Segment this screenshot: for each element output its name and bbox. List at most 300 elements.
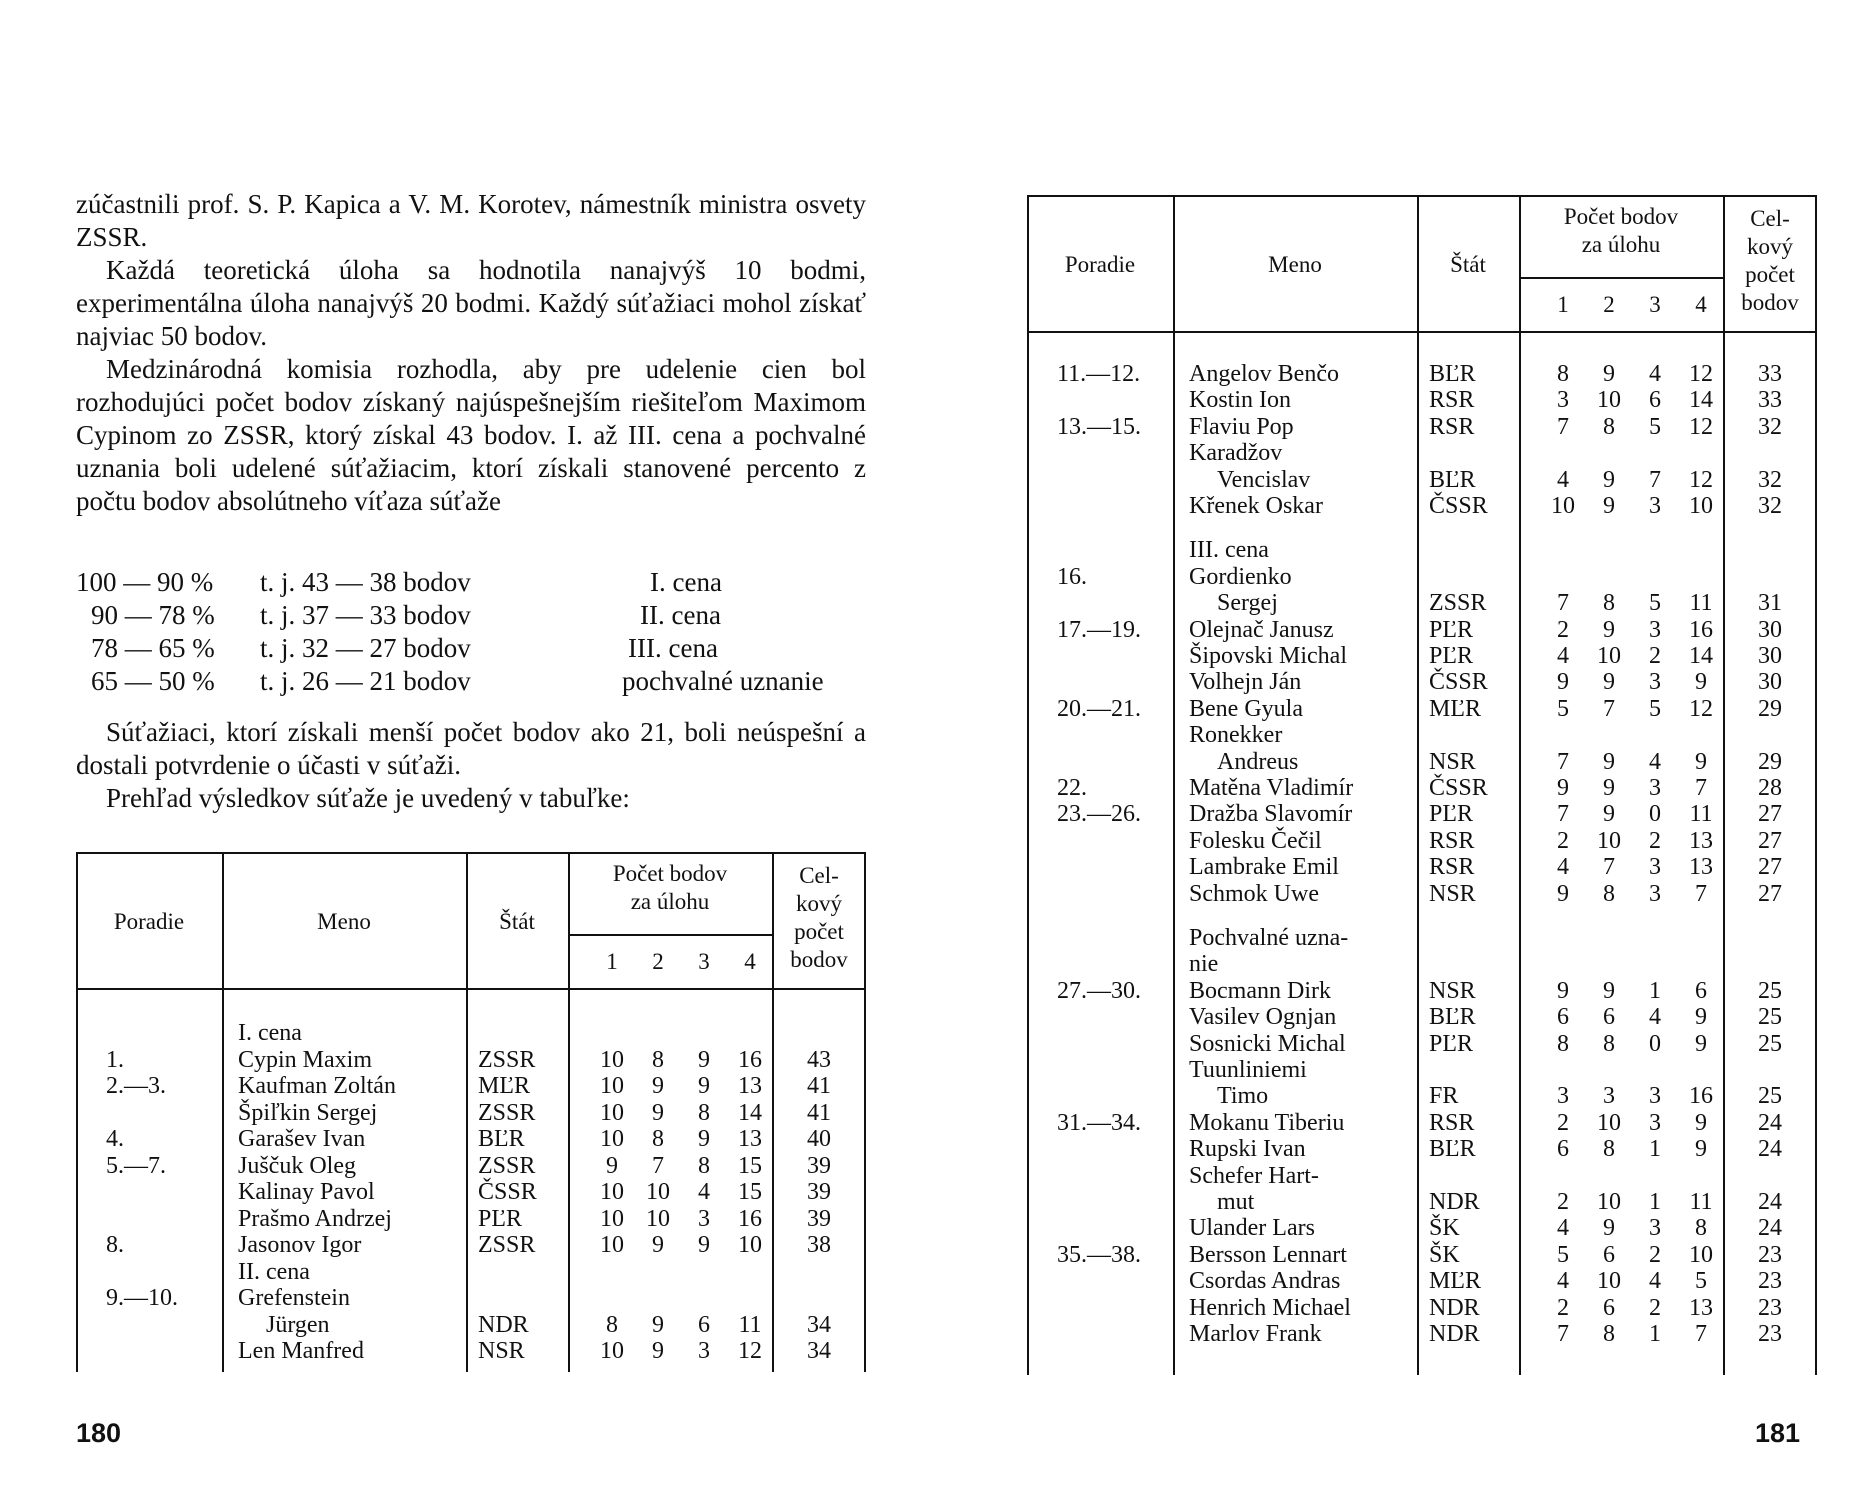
header-total-l4: bodov <box>1741 290 1799 315</box>
row-total: 27 <box>1758 854 1782 881</box>
row-task-points: 4 <box>1557 466 1569 493</box>
row-state: BĽR <box>1429 466 1476 493</box>
row-task-points: 9 <box>1557 977 1569 1004</box>
row-name: Jasonov Igor <box>238 1232 362 1258</box>
row-task-points: 10 <box>646 1205 670 1232</box>
table-row <box>1027 978 1817 1004</box>
row-task-points: 0 <box>1649 1030 1661 1057</box>
row-task-points: 10 <box>600 1232 624 1258</box>
table-row <box>76 1232 866 1258</box>
table-header-rule <box>76 988 866 990</box>
row-task-points: 9 <box>1695 1004 1707 1031</box>
row-name: Gordienko <box>1189 563 1292 590</box>
row-task-points: 13 <box>738 1073 762 1099</box>
header-task-4: 4 <box>744 949 756 974</box>
row-state: ČSSR <box>1429 775 1488 801</box>
row-name: I. cena <box>238 1020 302 1046</box>
score-percent: 78 — 65 % <box>91 633 215 663</box>
row-task-points: 9 <box>1603 361 1615 387</box>
row-task-points: 8 <box>1557 361 1569 387</box>
row-task-points: 16 <box>738 1205 762 1232</box>
header-task-1: 1 <box>1557 292 1569 317</box>
row-task-points: 13 <box>738 1126 762 1152</box>
row-name: Dražba Slavomír <box>1189 801 1353 828</box>
table-row <box>1027 564 1817 590</box>
row-task-points: 2 <box>1557 1109 1569 1136</box>
row-task-points: 16 <box>738 1046 762 1073</box>
paragraph-5: Prehľad výsledkov súťaže je uvedený v tabuľke: <box>106 783 630 813</box>
row-name: Mokanu Tiberiu <box>1189 1109 1345 1136</box>
row-name: Prašmo Andrzej <box>238 1205 392 1232</box>
row-total: 33 <box>1758 361 1782 387</box>
row-task-points: 13 <box>1689 827 1713 854</box>
row-name: Kalinay Pavol <box>238 1179 375 1205</box>
row-state: RSR <box>1429 1109 1475 1136</box>
row-state: ŠK <box>1429 1241 1460 1268</box>
row-total: 41 <box>807 1099 831 1126</box>
row-task-points: 9 <box>1695 1136 1707 1163</box>
row-task-points: 8 <box>606 1311 618 1338</box>
table-row <box>1027 493 1817 519</box>
row-name: Lambrake Emil <box>1189 854 1339 881</box>
row-name: Bersson Lennart <box>1189 1241 1347 1268</box>
paragraph-1: zúčastnili prof. S. P. Kapica a V. M. Korotev, námestník ministra osvety ZSSR. <box>76 189 866 252</box>
table-row <box>76 1338 866 1364</box>
row-total: 34 <box>807 1338 831 1364</box>
table-row <box>1027 881 1817 907</box>
row-task-points: 9 <box>1603 669 1615 696</box>
paragraph-4: Súťažiaci, ktorí získali menší počet bodov ako 21, boli neúspešní a dostali potvrdenie o účasti v súťaži. <box>76 717 866 780</box>
header-rank: Poradie <box>113 909 185 934</box>
table-row <box>1027 1189 1817 1215</box>
row-task-points: 9 <box>698 1232 710 1258</box>
row-task-points: 2 <box>1649 827 1661 854</box>
row-task-points: 10 <box>600 1126 624 1152</box>
header-task-2: 2 <box>1603 292 1615 317</box>
row-task-points: 10 <box>738 1232 762 1258</box>
row-rank: 22. <box>1057 775 1087 801</box>
row-task-points: 12 <box>738 1338 762 1364</box>
row-task-points: 4 <box>1557 854 1569 881</box>
row-rank: 8. <box>106 1232 124 1258</box>
table-row <box>76 1020 866 1046</box>
row-task-points: 8 <box>698 1152 710 1179</box>
row-task-points: 8 <box>1603 1136 1615 1163</box>
row-rank: 16. <box>1057 563 1087 590</box>
row-total: 43 <box>807 1046 831 1073</box>
table-row <box>76 1206 866 1232</box>
row-total: 27 <box>1758 827 1782 854</box>
row-task-points: 7 <box>1603 695 1615 722</box>
row-task-points: 6 <box>1695 977 1707 1004</box>
table-row <box>1027 854 1817 880</box>
row-task-points: 10 <box>1597 1189 1621 1215</box>
row-task-points: 9 <box>1695 1030 1707 1057</box>
row-task-points: 5 <box>1649 413 1661 440</box>
row-state: BĽR <box>1429 1136 1476 1163</box>
row-task-points: 11 <box>1689 590 1713 617</box>
row-task-points: 5 <box>1695 1268 1707 1295</box>
row-task-points: 9 <box>1603 493 1615 519</box>
row-task-points: 10 <box>600 1179 624 1205</box>
row-task-points: 10 <box>646 1179 670 1205</box>
row-state: NDR <box>1429 1189 1480 1215</box>
row-task-points: 4 <box>1557 1268 1569 1295</box>
table-row <box>76 1073 866 1099</box>
row-state: PĽR <box>478 1205 523 1232</box>
table-row <box>1027 669 1817 695</box>
row-task-points: 2 <box>1557 1294 1569 1321</box>
row-total: 24 <box>1758 1215 1782 1242</box>
row-name: Jürgen <box>266 1311 330 1338</box>
row-task-points: 4 <box>1649 1268 1661 1295</box>
table-row <box>1027 1295 1817 1321</box>
table-row <box>1027 722 1817 748</box>
table-row <box>76 1259 866 1285</box>
row-task-points: 4 <box>1557 643 1569 669</box>
row-task-points: 2 <box>1649 643 1661 669</box>
row-task-points: 10 <box>1551 493 1575 519</box>
row-task-points: 2 <box>1649 1294 1661 1321</box>
row-task-points: 15 <box>738 1179 762 1205</box>
row-total: 27 <box>1758 801 1782 828</box>
row-task-points: 7 <box>1557 590 1569 617</box>
row-total: 32 <box>1758 466 1782 493</box>
row-total: 32 <box>1758 413 1782 440</box>
row-total: 39 <box>807 1179 831 1205</box>
table-row <box>76 1100 866 1126</box>
row-task-points: 3 <box>1649 854 1661 881</box>
row-name: Sosnicki Michal <box>1189 1030 1346 1057</box>
row-task-points: 10 <box>600 1046 624 1073</box>
row-rank: 1. <box>106 1046 124 1073</box>
row-task-points: 9 <box>1557 775 1569 801</box>
row-task-points: 2 <box>1557 616 1569 643</box>
row-task-points: 3 <box>1649 1215 1661 1242</box>
row-state: MĽR <box>1429 1268 1482 1295</box>
row-name: Vencislav <box>1217 466 1311 493</box>
row-task-points: 7 <box>1557 1321 1569 1347</box>
row-name: Karadžov <box>1189 440 1283 467</box>
row-name: Flaviu Pop <box>1189 413 1294 440</box>
row-task-points: 3 <box>1649 880 1661 907</box>
table-row <box>1027 643 1817 669</box>
table-header-rule <box>1027 331 1817 333</box>
row-task-points: 16 <box>1689 1083 1713 1110</box>
row-total: 29 <box>1758 748 1782 775</box>
table-row <box>1027 1215 1817 1241</box>
row-total: 39 <box>807 1205 831 1232</box>
row-name: Andreus <box>1217 748 1299 775</box>
row-task-points: 3 <box>698 1205 710 1232</box>
row-task-points: 2 <box>1649 1241 1661 1268</box>
row-task-points: 9 <box>1603 466 1615 493</box>
row-task-points: 12 <box>1689 361 1713 387</box>
row-name: Kostin Ion <box>1189 387 1291 414</box>
row-task-points: 14 <box>738 1099 762 1126</box>
row-task-points: 0 <box>1649 801 1661 828</box>
row-task-points: 3 <box>1557 387 1569 414</box>
row-task-points: 7 <box>1695 1321 1707 1347</box>
row-state: ZSSR <box>478 1232 536 1258</box>
row-state: MĽR <box>478 1073 531 1099</box>
table-row <box>76 1312 866 1338</box>
row-name: Rupski Ivan <box>1189 1136 1306 1163</box>
row-total: 38 <box>807 1232 831 1258</box>
row-state: ČSSR <box>478 1179 537 1205</box>
row-task-points: 10 <box>1689 1241 1713 1268</box>
row-state: NSR <box>478 1338 525 1364</box>
row-total: 30 <box>1758 669 1782 696</box>
row-task-points: 10 <box>600 1073 624 1099</box>
header-state: Štát <box>499 909 535 934</box>
table-row <box>1027 925 1817 951</box>
row-total: 29 <box>1758 695 1782 722</box>
row-task-points: 7 <box>1557 801 1569 828</box>
row-task-points: 8 <box>652 1046 664 1073</box>
row-task-points: 9 <box>1603 775 1615 801</box>
results-table-right <box>1027 195 1817 1375</box>
table-row <box>1027 1163 1817 1189</box>
table-row <box>76 1047 866 1073</box>
row-name: Garašev Ivan <box>238 1126 366 1152</box>
row-name: Csordas Andras <box>1189 1268 1341 1295</box>
header-name: Meno <box>317 909 371 934</box>
row-task-points: 4 <box>698 1179 710 1205</box>
row-task-points: 3 <box>1649 669 1661 696</box>
table-row <box>1027 828 1817 854</box>
row-total: 23 <box>1758 1294 1782 1321</box>
row-task-points: 7 <box>1695 775 1707 801</box>
row-name: Tuunliniemi <box>1189 1057 1307 1083</box>
row-name: Juščuk Oleg <box>238 1152 356 1179</box>
row-task-points: 9 <box>1557 669 1569 696</box>
row-task-points: 4 <box>1649 748 1661 775</box>
row-state: MĽR <box>1429 695 1482 722</box>
row-task-points: 15 <box>738 1152 762 1179</box>
table-row <box>1027 1321 1817 1347</box>
row-task-points: 11 <box>1689 1189 1713 1215</box>
row-task-points: 6 <box>1557 1136 1569 1163</box>
row-total: 25 <box>1758 1004 1782 1031</box>
row-state: ZSSR <box>478 1099 536 1126</box>
table-row <box>1027 1136 1817 1162</box>
table-row <box>1027 951 1817 977</box>
row-task-points: 10 <box>600 1338 624 1364</box>
table-row <box>1027 440 1817 466</box>
row-total: 23 <box>1758 1321 1782 1347</box>
row-task-points: 6 <box>698 1311 710 1338</box>
row-name: Vasilev Ognjan <box>1189 1004 1337 1031</box>
table-row <box>1027 749 1817 775</box>
table-row <box>1027 590 1817 616</box>
row-task-points: 12 <box>1689 695 1713 722</box>
row-total: 39 <box>807 1152 831 1179</box>
row-task-points: 5 <box>1557 1241 1569 1268</box>
row-total: 40 <box>807 1126 831 1152</box>
table-row <box>1027 801 1817 827</box>
header-total-l2: kový <box>796 891 842 916</box>
row-task-points: 8 <box>1557 1030 1569 1057</box>
header-total-l2: kový <box>1747 234 1793 259</box>
row-state: PĽR <box>1429 616 1474 643</box>
row-rank: 5.—7. <box>106 1152 166 1179</box>
row-state: PĽR <box>1429 1030 1474 1057</box>
row-state: RSR <box>1429 827 1475 854</box>
header-total-l3: počet <box>1745 262 1795 287</box>
row-name: Volhejn Ján <box>1189 669 1302 696</box>
row-task-points: 16 <box>1689 616 1713 643</box>
row-total: 32 <box>1758 493 1782 519</box>
row-name: Schefer Hart- <box>1189 1162 1319 1189</box>
row-task-points: 9 <box>652 1338 664 1364</box>
row-task-points: 3 <box>1649 1109 1661 1136</box>
row-task-points: 10 <box>1597 1109 1621 1136</box>
score-row <box>76 666 876 699</box>
row-name: Bene Gyula <box>1189 695 1303 722</box>
row-task-points: 3 <box>1649 1083 1661 1110</box>
row-rank: 35.—38. <box>1057 1241 1141 1268</box>
row-state: ŠK <box>1429 1215 1460 1242</box>
row-task-points: 5 <box>1649 695 1661 722</box>
row-task-points: 6 <box>1557 1004 1569 1031</box>
row-task-points: 9 <box>698 1073 710 1099</box>
row-task-points: 14 <box>1689 643 1713 669</box>
table-row <box>1027 1057 1817 1083</box>
row-name: nie <box>1189 951 1219 978</box>
row-state: NDR <box>478 1311 529 1338</box>
row-task-points: 11 <box>1689 801 1713 828</box>
row-task-points: 2 <box>1557 827 1569 854</box>
row-task-points: 9 <box>1695 1109 1707 1136</box>
header-total-l1: Cel- <box>799 863 839 888</box>
score-percent: 90 — 78 % <box>91 600 215 630</box>
row-task-points: 5 <box>1557 695 1569 722</box>
row-name: Cypin Maxim <box>238 1046 373 1073</box>
table-row <box>1027 617 1817 643</box>
row-rank: 27.—30. <box>1057 977 1141 1004</box>
paragraph-2: Každá teoretická úloha sa hodnotila nanajvýš 10 bodmi, experimentálna úloha nanajvýš 20 bodmi. Každý súťažiaci mohol získať najviac 50 bodov. <box>76 255 866 351</box>
score-points: t. j. 37 — 33 bodov <box>260 600 471 630</box>
row-total: 25 <box>1758 1030 1782 1057</box>
row-state: NDR <box>1429 1294 1480 1321</box>
row-rank: 31.—34. <box>1057 1109 1141 1136</box>
row-state: BĽR <box>1429 1004 1476 1031</box>
row-task-points: 8 <box>1603 413 1615 440</box>
row-task-points: 9 <box>1603 1215 1615 1242</box>
row-task-points: 7 <box>1603 854 1615 881</box>
row-task-points: 1 <box>1649 1136 1661 1163</box>
row-name: Len Manfred <box>238 1338 364 1364</box>
row-name: Ulander Lars <box>1189 1215 1315 1242</box>
paragraph-3: Medzinárodná komisia rozhodla, aby pre udelenie cien bol rozhodujúci počet bodov získaný najúspešnejším riešiteľom Maximom Cypinom zo ZSSR, ktorý získal 43 bodov. I. až III. cena a pochvalné uznania boli udelené súťažiacim, ktorí získali stanovené percento z počtu bodov absolútneho víťaza súťaže <box>76 354 866 516</box>
row-name: mut <box>1217 1189 1255 1215</box>
header-task-3: 3 <box>698 949 710 974</box>
row-name: Špiľkin Sergej <box>238 1099 378 1126</box>
table-row <box>1027 775 1817 801</box>
row-task-points: 8 <box>1603 1030 1615 1057</box>
table-top-rule <box>1027 195 1817 197</box>
row-name: Timo <box>1217 1083 1269 1110</box>
row-task-points: 3 <box>698 1338 710 1364</box>
score-row <box>76 600 876 633</box>
header-state: Štát <box>1450 252 1486 277</box>
table-row <box>76 1153 866 1179</box>
table-row <box>1027 414 1817 440</box>
row-rank: 9.—10. <box>106 1285 178 1311</box>
table-row <box>1027 1242 1817 1268</box>
row-task-points: 4 <box>1649 1004 1661 1031</box>
row-state: ZSSR <box>1429 590 1487 617</box>
right-page <box>935 0 1870 1500</box>
points-subheader-rule <box>568 934 772 936</box>
row-task-points: 3 <box>1649 616 1661 643</box>
row-task-points: 8 <box>1603 1321 1615 1347</box>
row-task-points: 10 <box>600 1205 624 1232</box>
row-task-points: 1 <box>1649 977 1661 1004</box>
table-top-rule <box>76 852 866 854</box>
row-task-points: 9 <box>652 1311 664 1338</box>
row-task-points: 9 <box>1695 669 1707 696</box>
row-name: Bocmann Dirk <box>1189 977 1331 1004</box>
header-name: Meno <box>1268 252 1322 277</box>
row-task-points: 8 <box>1603 590 1615 617</box>
row-task-points: 10 <box>1597 643 1621 669</box>
row-state: PĽR <box>1429 643 1474 669</box>
row-task-points: 7 <box>652 1152 664 1179</box>
row-rank: 2.—3. <box>106 1073 166 1099</box>
row-rank: 13.—15. <box>1057 413 1141 440</box>
row-task-points: 11 <box>738 1311 762 1338</box>
row-name: Matěna Vladimír <box>1189 775 1354 801</box>
row-task-points: 13 <box>1689 1294 1713 1321</box>
row-name: Ronekker <box>1189 722 1283 749</box>
score-points: t. j. 32 — 27 bodov <box>260 633 471 663</box>
row-task-points: 9 <box>652 1232 664 1258</box>
row-state: NSR <box>1429 880 1476 907</box>
table-row <box>1027 1268 1817 1294</box>
row-total: 24 <box>1758 1189 1782 1215</box>
score-percent: 100 — 90 % <box>76 567 214 597</box>
row-total: 31 <box>1758 590 1782 617</box>
table-row <box>1027 537 1817 563</box>
row-task-points: 8 <box>652 1126 664 1152</box>
row-state: NSR <box>1429 977 1476 1004</box>
row-task-points: 7 <box>1557 748 1569 775</box>
row-task-points: 7 <box>1695 880 1707 907</box>
score-row <box>76 633 876 666</box>
row-name: Marlov Frank <box>1189 1321 1322 1347</box>
page-number: 181 <box>1755 1418 1801 1448</box>
header-task-1: 1 <box>606 949 618 974</box>
row-state: BĽR <box>478 1126 525 1152</box>
table-row <box>1027 696 1817 722</box>
row-task-points: 12 <box>1689 466 1713 493</box>
row-task-points: 9 <box>1557 880 1569 907</box>
score-award: II. cena <box>640 600 721 630</box>
header-points-l1: Počet bodov <box>612 861 728 886</box>
row-task-points: 8 <box>698 1099 710 1126</box>
row-total: 30 <box>1758 643 1782 669</box>
row-task-points: 4 <box>1649 361 1661 387</box>
table-row <box>76 1285 866 1311</box>
score-row <box>76 567 876 600</box>
row-task-points: 3 <box>1649 493 1661 519</box>
row-task-points: 10 <box>1597 387 1621 414</box>
header-points-l1: Počet bodov <box>1563 204 1679 229</box>
row-task-points: 14 <box>1689 387 1713 414</box>
row-state: ZSSR <box>478 1046 536 1073</box>
